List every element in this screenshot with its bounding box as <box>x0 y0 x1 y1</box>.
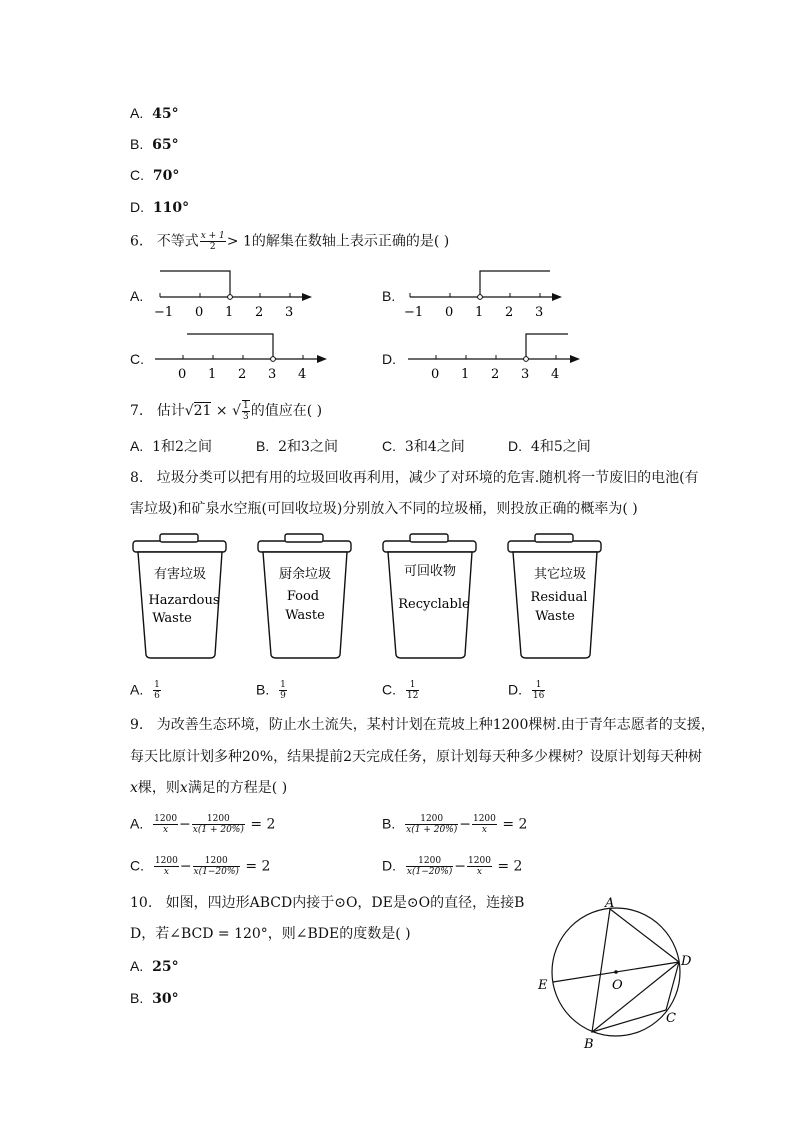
svg-text:1: 1 <box>225 305 234 320</box>
q7-option-c: C. 3和4之间 <box>382 438 465 455</box>
svg-text:A: A <box>605 896 615 911</box>
q7-stem: 7. 估计√21 × √ $\frac{1}{3}$ 的值应在( ) <box>130 401 323 422</box>
q7-option-b: B. 2和3之间 <box>256 438 338 455</box>
svg-text:2: 2 <box>255 305 264 320</box>
svg-text:其它垃圾: 其它垃圾 <box>533 567 587 582</box>
q5-option-b: B. 65° <box>130 136 179 153</box>
svg-text:0: 0 <box>445 305 454 320</box>
svg-text:0: 0 <box>195 305 204 320</box>
svg-text:2: 2 <box>238 367 247 382</box>
svg-text:Waste: Waste <box>285 608 325 623</box>
q6-letter-b: B. <box>382 288 396 304</box>
q9-line2: 每天比原计划多种20%，结果提前2天完成任务，原计划每天种多少棵树？设原计划每天种树 <box>130 749 703 765</box>
q10-option-a: A. 25° <box>130 958 179 975</box>
svg-text:可回收物: 可回收物 <box>403 564 457 579</box>
svg-text:E: E <box>538 978 548 993</box>
svg-text:4: 4 <box>551 367 560 382</box>
q5-option-c: C. 70° <box>130 167 180 184</box>
sqrt-21: √21 <box>184 403 212 419</box>
svg-text:−1: −1 <box>154 305 174 320</box>
svg-text:Recyclable: Recyclable <box>398 597 470 612</box>
svg-text:Waste: Waste <box>152 611 192 626</box>
q6-numberline-d <box>403 330 583 382</box>
q8-line1: 8. 垃圾分类可以把有用的垃圾回收再利用，减少了对环境的危害.随机将一节废旧的电池(有 <box>130 470 699 486</box>
q6-stem: 6. 不等式 $\frac{x + 1}{2}$ > 1的解集在数轴上表示正确的是( ) <box>130 231 450 252</box>
svg-text:3: 3 <box>268 367 277 382</box>
svg-text:−1: −1 <box>404 305 424 320</box>
svg-text:Food: Food <box>286 589 320 604</box>
svg-text:Waste: Waste <box>535 609 575 624</box>
q6-numberline-b <box>400 268 570 320</box>
q9-option-b: B. $\frac{1200}{x(1 + 20\%)}$ − $\frac{1200}{x}$ = 2 <box>382 814 528 835</box>
svg-text:3: 3 <box>535 305 544 320</box>
q7-option-a: A. 1和2之间 <box>130 438 212 455</box>
svg-text:2: 2 <box>491 367 500 382</box>
q5-option-a: A. 45° <box>130 105 179 122</box>
q6-numberline-a <box>150 268 320 320</box>
svg-text:1: 1 <box>461 367 470 382</box>
svg-text:2: 2 <box>505 305 514 320</box>
svg-text:3: 3 <box>521 367 530 382</box>
svg-text:4: 4 <box>298 367 307 382</box>
q6-numberline-c <box>150 330 330 382</box>
q5-option-d: D. 110° <box>130 199 190 216</box>
q9-line1: 9. 为改善生态环境，防止水土流失，某村计划在荒坡上种1200棵树.由于青年志愿者的支援， <box>130 717 715 733</box>
q10-line2: D，若∠BCD = 120°，则∠BDE的度数是( ) <box>130 926 411 942</box>
svg-text:有害垃圾: 有害垃圾 <box>153 567 207 582</box>
q9-option-d: D. $\frac{1200}{x(1-20\%)}$ − $\frac{1200}{x}$ = 2 <box>382 856 523 877</box>
q8-line2: 害垃圾)和矿泉水空瓶(可回收垃圾)分别放入不同的垃圾桶，则投放正确的概率为( ) <box>130 501 638 517</box>
bin-food <box>258 534 351 658</box>
q8-option-d: D. $\frac{1}{16}$ <box>508 680 545 701</box>
q9-option-c: C. $\frac{1200}{x}$ − $\frac{1200}{x(1-20\%)}$ = 2 <box>130 856 271 877</box>
svg-text:O: O <box>612 978 623 993</box>
q10-circle-diagram <box>530 892 700 1052</box>
q6-fraction: $\frac{x + 1}{2}$ <box>200 231 225 252</box>
q8-option-b: B. $\frac{1}{9}$ <box>256 680 286 701</box>
q8-option-c: C. $\frac{1}{12}$ <box>382 680 419 701</box>
svg-text:B: B <box>584 1037 594 1052</box>
bin-residual <box>508 534 601 658</box>
svg-text:1: 1 <box>208 367 217 382</box>
svg-text:3: 3 <box>285 305 294 320</box>
svg-text:Hazardous: Hazardous <box>148 593 220 608</box>
bin-recyclable <box>383 534 476 658</box>
svg-text:0: 0 <box>431 367 440 382</box>
svg-text:1: 1 <box>475 305 484 320</box>
svg-text:D: D <box>681 954 692 969</box>
q10-line1: 10. 如图，四边形ABCD内接于⊙O，DE是⊙O的直径，连接B <box>130 895 525 911</box>
bin-hazardous <box>133 534 226 658</box>
q6-letter-c: C. <box>130 351 144 367</box>
q9-line3: x棵，则x满足的方程是( ) <box>130 780 288 796</box>
q6-letter-a: A. <box>130 288 144 304</box>
q8-trash-bins <box>130 533 630 663</box>
q7-option-d: D. 4和5之间 <box>508 438 591 455</box>
svg-text:Residual: Residual <box>530 590 588 605</box>
q10-option-b: B. 30° <box>130 990 179 1007</box>
sqrt-one-third: √ $\frac{1}{3}$ <box>232 401 249 422</box>
svg-text:C: C <box>666 1011 676 1026</box>
q8-option-a: A. $\frac{1}{6}$ <box>130 680 160 701</box>
svg-text:厨余垃圾: 厨余垃圾 <box>278 567 332 582</box>
q6-letter-d: D. <box>382 351 396 367</box>
svg-text:0: 0 <box>178 367 187 382</box>
q9-option-a: A. $\frac{1200}{x}$ − $\frac{1200}{x(1 + 20\%)}$ = 2 <box>130 814 276 835</box>
